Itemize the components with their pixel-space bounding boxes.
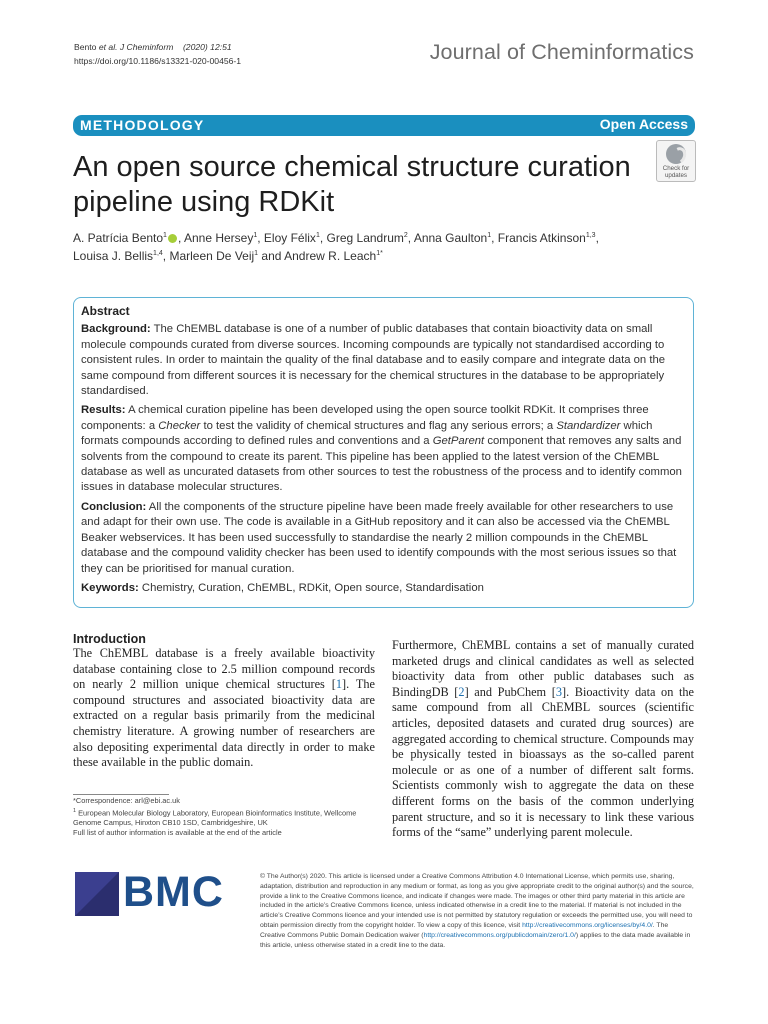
reference-link[interactable]: 3 xyxy=(555,684,562,699)
cite-journal: et al. J Cheminform xyxy=(98,42,174,52)
author-name[interactable]: Marleen De Veij xyxy=(169,248,255,263)
footnote-divider xyxy=(73,794,169,795)
author-name[interactable]: Anne Hersey xyxy=(183,231,254,245)
license-text: © The Author(s) 2020. This article is licensed under a Creative Commons Attribution 4.0 International License, which permits use, sharing, adaptation, distribution and reproduction in any medium or format, as long as you give appropriate credit to the original author(s) and the source, provide a link to the Creative Commons licence, and indicate if changes were made. The images or other third party material in this article are included in the article’s Creative Commons licence, unless indicated otherwise in a credit line to the material. If material is not included in the article’s Creative Commons licence and your intended use is not permitted by statutory regulation or exceeds the permitted use, you will need to obtain permission directly from the copyright holder. To view a copy of this licence, visit http://creativecommons.org/licenses/by/4.0/. The Creative Commons Public Domain Dedication waiver (http://creativecommons.org/publicdomain/zero/1.0/) applies to the data made available in this article, unless otherwise stated in a credit line to the data. xyxy=(260,873,694,949)
abstract-keywords: Keywords: Chemistry, Curation, ChEMBL, RDKit, Open source, Standardisation xyxy=(81,581,484,594)
orcid-icon[interactable] xyxy=(168,234,177,243)
body-column-left: The ChEMBL database is a freely available bioactivity database containing close to 2.5 million compound records on nearly 2 million unique chemical structures [1]. The compound structures and associated bioactivity data are extracted on a regular basis primarily from the medicinal chemistry literature. A growing number of researchers are also depositing experimental data directly in order to make these available in the public domain. xyxy=(73,646,375,770)
introduction-heading: Introduction xyxy=(73,632,146,646)
public-domain-link[interactable]: http://creativecommons.org/publicdomain/zero/1.0/ xyxy=(423,931,576,939)
article-title: An open source chemical structure curation pipeline using RDKit xyxy=(73,151,631,218)
author-name[interactable]: Francis Atkinson xyxy=(497,231,586,245)
doi-link[interactable]: https://doi.org/10.1186/s13321-020-00456-1 xyxy=(74,56,242,66)
author-name[interactable]: Louisa J. Bellis xyxy=(73,248,154,263)
cite-year: (2020) 12:51 xyxy=(182,42,232,52)
crossmark-icon xyxy=(666,144,686,164)
journal-name: Journal of Cheminformatics xyxy=(429,40,694,64)
author-list: A. Patrícia Bento$^1$ , Anne Hersey$^1$, Eloy Félix$^1$, Greg Landrum$^2$, Anna Gaulton$^1$, Francis Atkinson$^{1,3}$, Louisa J. Bellis$^{1,4}$, Marleen De Veij$^1$ and Andrew R. Leach$^{1*}$ xyxy=(73,231,599,263)
citation-header xyxy=(74,40,241,68)
affiliation: $^1$ European Molecular Biology Laboratory, European Bioinformatics Institute, Wellcome Genome Campus, Hinxton CB10 1SD, Cambridgeshire, UK xyxy=(73,808,357,828)
correspondence: *Correspondence: arl@ebi.ac.uk xyxy=(73,796,180,805)
abstract-results: Results: A chemical curation pipeline has been developed using the open source toolkit RDKit. It comprises three components: a Checker to test the validity of chemical structures and flag any serious errors; a Standardizer which formats compounds according to defined rules and conventions and a GetParent component that removes any salts and solvents from the compound to create its parent. This pipeline has been applied to the latest version of the ChEMBL database as well as uncurated datasets from other sources to test the robustness of the process and to identify common issues in database molecular structures. xyxy=(81,404,682,494)
author-name[interactable]: Anna Gaulton xyxy=(413,231,488,245)
reference-link[interactable]: 2 xyxy=(458,684,465,699)
open-access-label: Open Access xyxy=(599,116,688,132)
license-link[interactable]: http://creativecommons.org/licenses/by/4.0/ xyxy=(522,921,653,929)
cite-authors: Bento xyxy=(74,42,97,52)
author-info-note: Full list of author information is available at the end of the article xyxy=(73,828,282,838)
author-name[interactable]: A. Patrícia Bento xyxy=(73,231,164,245)
bmc-logo-text: BMC xyxy=(123,868,224,916)
section-type-label: METHODOLOGY xyxy=(80,117,205,133)
author-name[interactable]: Eloy Félix xyxy=(263,231,316,245)
author-name[interactable]: Andrew R. Leach xyxy=(284,248,377,263)
abstract-conclusion: Conclusion: All the components of the structure pipeline have been made freely available for other researchers to use and adapt for their own use. The code is available in a GitHub repository and it can also be accessed via the ChEMBL Beaker webservices. It has been used successfully to standardise the nearly 2 million compounds in the ChEMBL database and the compound validity checker has been used to identify compounds with the most serious issues so that they can be prioritised for manual curation. xyxy=(81,500,677,575)
bmc-logo-mark-icon xyxy=(75,872,119,916)
abstract-background: Background: The ChEMBL database is one of a number of public databases that contain bioactivity data on small molecule compounds curated from diverse sources. Incoming compounds are typically not standardised according to consistent rules. In order to maintain the quality of the final database and to easily compare and integrate data on the same compound from different sources it is necessary for the chemical structures in the database to be appropriately standardised. xyxy=(81,323,666,398)
abstract-heading: Abstract xyxy=(81,304,130,318)
check-updates-text: Check for updates xyxy=(662,165,690,179)
body-column-right: Furthermore, ChEMBL contains a set of manually curated marketed drugs and clinical candidates as well as selected bioactivity data from other public databases such as BindingDB [2] and PubChem [3]. Bioactivity data on the same compound from all ChEMBL sources (scientific articles, deposited datasets and curated drug sources) are aggregated according to chemical structure. Compounds may be physically tested in bioassays as the so-called parent molecule or as one of a number of different salt forms. Scientists commonly wish to aggregate the data on these different forms on the basis of the common underlying parent structure, and so it is necessary to link these various forms of the “same” underlying parent molecule. xyxy=(392,638,694,840)
footnotes xyxy=(73,796,373,838)
author-name[interactable]: Greg Landrum xyxy=(326,231,404,245)
abstract-content xyxy=(81,304,687,600)
reference-link[interactable]: 1 xyxy=(335,677,343,692)
check-for-updates-badge[interactable] xyxy=(656,140,696,182)
